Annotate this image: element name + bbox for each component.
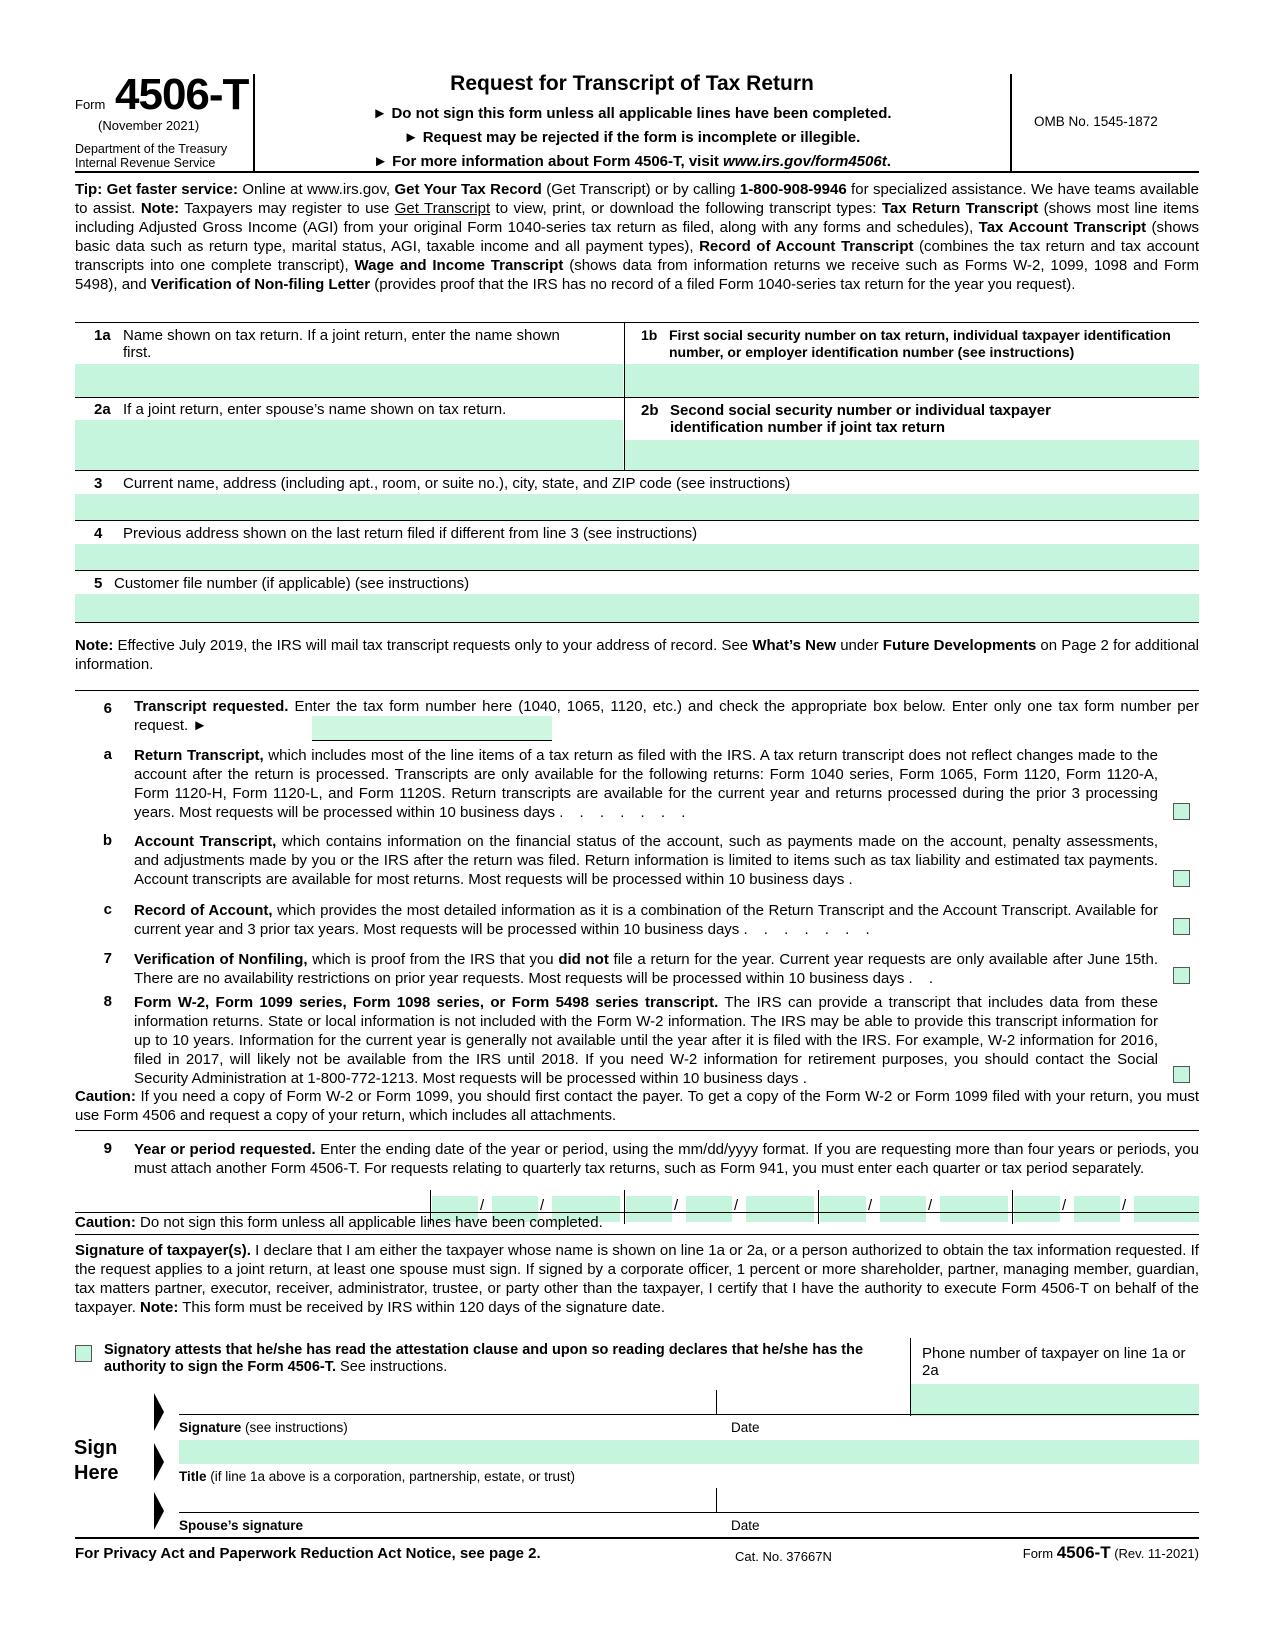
ssn-input[interactable] xyxy=(625,364,1199,397)
form-title: Request for Transcript of Tax Return xyxy=(450,72,814,95)
record-of-account-checkbox[interactable] xyxy=(1173,918,1190,935)
omb-number: OMB No. 1545-1872 xyxy=(1034,114,1158,129)
instruction-3: ► For more information about Form 4506-T, visit www.irs.gov/form4506t. xyxy=(373,153,891,170)
tip-paragraph: Tip: Get faster service: Online at www.irs.gov, Get Your Tax Record (Get Transcript) or by calling 1-800-908-9946 for specialized assistance. We have teams available to assist. Note: Taxpayers may register to use Get Transcript to view, print, or download the following transcript types: Tax Return Transcript (shows most line items including Adjusted Gross Income (AGI) from your original Form 1040-series tax return as filed, along with any forms and schedules), Tax Account Transcript (shows basic data such as return type, marital status, AGI, taxable income and all payment types), Record of Account Transcript (combines the tax return and tax account transcripts into one complete transcript), Wage and Income Transcript (shows data from information returns we receive such as Forms W-2, 1099, 1098 and Form 5498), and Verification of Non-filing Letter (provides proof that the IRS has no record of a filed Form 1040-series tax return for the year you request). xyxy=(75,181,1200,293)
form-word: Form xyxy=(75,97,106,112)
line-2b-label: Second social security number or individual taxpayer identification number if joint tax return xyxy=(670,402,1051,436)
signature-label: Signature (see instructions) xyxy=(179,1420,348,1435)
privacy-notice: For Privacy Act and Paperwork Reduction Act Notice, see page 2. xyxy=(75,1545,541,1562)
department: Department of the Treasury xyxy=(75,142,228,156)
signature-declaration: Signature of taxpayer(s). I declare that I am either the taxpayer whose name is shown on line 1a or 2a, or a person authorized to obtain the tax information requested. If the request applies to a joint return, at least one spouse must sign. If signed by a corporate officer, 1 percent or more shareholder, partner, managing member, guardian, tax matters partner, executor, receiver, administrator, trustee, or party other than the taxpayer, I certify that I have the authority to execute Form 4506-T on behalf of the taxpayer. Note: This form must be received by IRS within 120 days of the signature date. xyxy=(75,1242,1199,1316)
spouse-name-input[interactable] xyxy=(75,420,623,470)
customer-file-number-input[interactable] xyxy=(75,594,1199,622)
catalog-number: Cat. No. 37667N xyxy=(735,1549,832,1564)
line-1a-label: Name shown on tax return. If a joint return, enter the name shown first. xyxy=(123,327,560,361)
spouse-signature-label: Spouse’s signature xyxy=(179,1518,304,1533)
form-number: 4506-T xyxy=(115,70,249,119)
irs-name: Internal Revenue Service xyxy=(75,156,216,170)
line-6b-text: Account Transcript, which contains information on the financial status of the account, such as payments made on the account, penalty assessments, and adjustments made by you or the IRS after the return was filed. Return information is limited to items such as tax liability and estimated tax payments. Account transcripts are available for most returns. Most requests will be processed within 10 business days . xyxy=(134,833,1159,888)
tax-form-number-input[interactable] xyxy=(312,716,552,740)
line-6-text: Transcript requested. Enter the tax form number here (1040, 1065, 1120, etc.) and check the appropriate box below. Enter only one tax form number per request. ► xyxy=(134,698,1199,734)
spouse-signature-input[interactable] xyxy=(179,1512,1199,1513)
instruction-2: ► Request may be rejected if the form is incomplete or illegible. xyxy=(403,129,861,146)
footer-form-id: Form 4506-T (Rev. 11-2021) xyxy=(1022,1543,1199,1562)
line-9-text: Year or period requested. Enter the ending date of the year or period, using the mm/dd/yyyy format. If you are requesting more than four years or periods, you must attach another Form 4506-T. For requests relating to quarterly tax returns, such as Form 941, you must enter each quarter or tax period separately. xyxy=(134,1141,1199,1177)
spouse-arrow-icon xyxy=(154,1492,164,1530)
spouse-date-label: Date xyxy=(731,1518,760,1533)
note-paragraph: Note: Effective July 2019, the IRS will mail tax transcript requests only to your address of record. See What’s New under Future Developments on Page 2 for additional information. xyxy=(75,637,1200,673)
w2-1099-transcript-checkbox[interactable] xyxy=(1173,1066,1190,1083)
form-edition: (November 2021) xyxy=(98,118,200,133)
irs-form-link[interactable]: www.irs.gov/form4506t xyxy=(723,153,887,170)
name-input[interactable] xyxy=(75,364,623,397)
verification-nonfiling-checkbox[interactable] xyxy=(1173,967,1190,984)
spouse-ssn-input[interactable] xyxy=(625,440,1199,470)
line-7-text: Verification of Nonfiling, which is proof from the IRS that you did not file a return for the year. Current year requests are only available after June 15th. There are no availability restrictions on prior year requests. Most requests will be processed within 10 business days . . xyxy=(134,951,1158,987)
caution-sign: Caution: Do not sign this form unless all applicable lines have been completed. xyxy=(75,1214,603,1231)
line-3-label: Current name, address (including apt., room, or suite no.), city, state, and ZIP code (see instructions) xyxy=(123,475,791,492)
caution-w2: Caution: If you need a copy of Form W-2 or Form 1099, you should first contact the payer. To get a copy of the Form W-2 or Form 1099 filed with your return, you must use Form 4506 and request a copy of your return, which includes all attachments. xyxy=(75,1088,1199,1124)
instruction-1: ► Do not sign this form unless all applicable lines have been completed. xyxy=(372,105,892,122)
current-address-input[interactable] xyxy=(75,494,1199,520)
title-label: Title (if line 1a above is a corporation, partnership, estate, or trust) xyxy=(179,1469,575,1484)
signature-input[interactable] xyxy=(179,1414,1199,1415)
get-transcript-link[interactable]: Get Transcript xyxy=(394,200,491,217)
line-2a-label: If a joint return, enter spouse’s name shown on tax return. xyxy=(123,401,507,418)
line-6a-text: Return Transcript, which includes most of the line items of a tax return as filed with the IRS. A tax return transcript does not reflect changes made to the account after the return is processed. Transcripts are only available for the following returns: Form 1040 series, Form 1065, Form 1120, Form 1120-A, Form 1120-H, Form 1120-L, and Form 1120S. Return transcripts are available for the current year and returns processed during the prior 3 processing years. Most requests will be processed within 10 business days . . . . . . . xyxy=(134,747,1158,821)
phone-label: Phone number of taxpayer on line 1a or 2a xyxy=(922,1345,1186,1379)
line-6c-text: Record of Account, which provides the most detailed information as it is a combination of the Return Transcript and the Account Transcript. Available for current year and 3 prior tax years. Most requests will be processed within 10 business days . . . . . . . xyxy=(134,902,1158,938)
title-input[interactable] xyxy=(179,1440,1199,1464)
title-arrow-icon xyxy=(154,1443,164,1481)
return-transcript-checkbox[interactable] xyxy=(1173,803,1190,820)
attestation-text: Signatory attests that he/she has read the attestation clause and upon so reading declares that he/she has the authority to sign the Form 4506-T. See instructions. xyxy=(104,1342,864,1375)
line-1b-label: First social security number on tax return, individual taxpayer identification number, or employer identification number (see instructions) xyxy=(669,327,1171,360)
sign-arrow-icon xyxy=(154,1393,164,1431)
account-transcript-checkbox[interactable] xyxy=(1173,870,1190,887)
attestation-checkbox[interactable] xyxy=(75,1345,92,1362)
line-8-text: Form W-2, Form 1099 series, Form 1098 series, or Form 5498 series transcript. The IRS can provide a transcript that includes data from these information returns. State or local information is not included with the Form W-2 information. The IRS may be able to provide this transcript information for up to 10 years. Information for the current year is generally not available until the year after it is filed with the IRS. For example, W-2 information for 2016, filed in 2017, will likely not be available from the IRS until 2018. If you need W-2 information for retirement purposes, you should contact the Social Security Administration at 1-800-772-1213. Most requests will be processed within 10 business days . xyxy=(134,994,1158,1087)
phone-input[interactable] xyxy=(911,1384,1199,1416)
previous-address-input[interactable] xyxy=(75,544,1199,570)
line-4-label: Previous address shown on the last return filed if different from line 3 (see instructions) xyxy=(123,525,698,542)
sign-here: Sign Here xyxy=(74,1437,119,1484)
date-label: Date xyxy=(731,1420,760,1435)
line-5-label: Customer file number (if applicable) (see instructions) xyxy=(114,575,470,592)
